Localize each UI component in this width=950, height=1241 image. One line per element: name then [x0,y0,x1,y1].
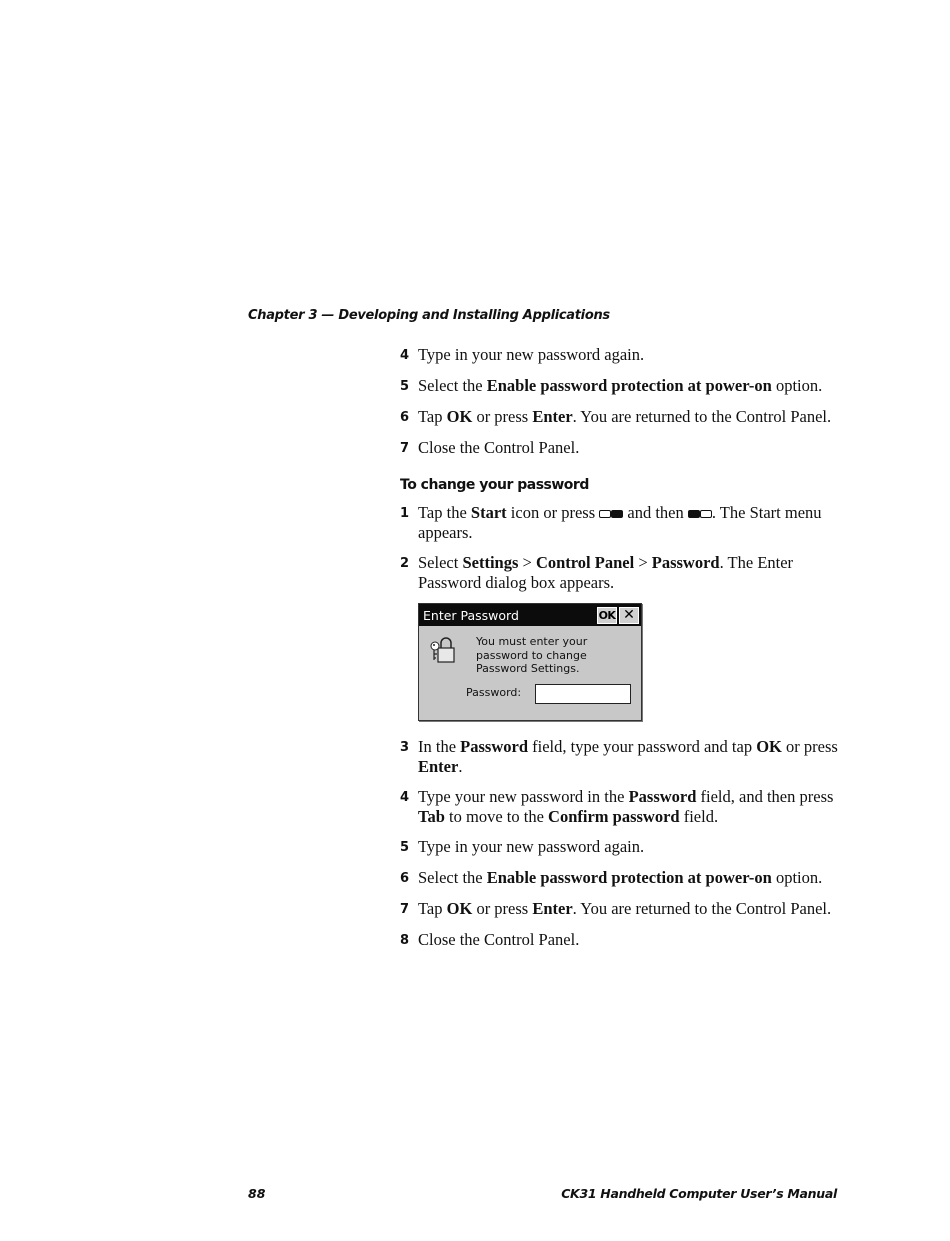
steps-list-c [400,737,840,951]
step-item [400,837,840,858]
step-text: Close the Control Panel. [418,438,580,457]
step-number: 6 [400,410,410,425]
step-item [400,553,840,593]
lock-icon [428,634,460,666]
step-number: 7 [400,902,410,917]
step-item [400,438,840,459]
step-number: 4 [400,790,410,805]
step-text: Select Settings > Control Panel > Password. The Enter Password dialog box appears. [418,553,794,592]
step-text: Tap OK or press Enter. You are returned to the Control Panel. [418,407,832,426]
step-number: 7 [400,441,410,456]
ok-button[interactable]: OK [598,608,616,622]
step-text: Close the Control Panel. [418,930,580,949]
enter-password-dialog [418,603,642,721]
password-label: Password: [466,686,522,699]
step-text: Tap the Start icon or press and then . The Start menu appears. [418,503,822,542]
step-item [400,787,840,827]
manual-title: CK31 Handheld Computer User’s Manual [561,1186,837,1201]
step-number: 2 [400,556,410,571]
step-text: Type your new password in the Password field, and then press Tab to move to the Confirm password field. [418,787,834,826]
step-number: 4 [400,348,410,363]
step-number: 5 [400,840,410,855]
step-text: Select the Enable password protection at power-on option. [418,376,823,395]
page-content [400,345,840,961]
step-text: Type in your new password again. [418,345,645,364]
step-number: 8 [400,933,410,948]
section-heading: To change your password [400,477,589,493]
chapter-header: Chapter 3 — Developing and Installing Applications [248,308,610,323]
dialog-titlebar [419,604,641,626]
step-number: 1 [400,506,410,521]
password-input[interactable] [535,684,631,704]
close-button[interactable]: ✕ [619,607,639,624]
step-number: 5 [400,379,410,394]
dialog-message: You must enter your password to change Password Settings. [476,635,588,675]
step-item [400,376,840,397]
step-item [400,407,840,428]
step-number: 3 [400,740,410,755]
page-number: 88 [248,1186,266,1201]
step-item [400,737,840,777]
step-text: In the Password field, type your password and tap OK or press Enter. [418,737,838,776]
orange-key-icon [599,510,623,518]
step-item [400,345,840,366]
step-number: 6 [400,871,410,886]
dialog-title: Enter Password [423,607,519,623]
step-item [400,899,840,920]
steps-list-a [400,345,840,459]
step-text: Tap OK or press Enter. You are returned to the Control Panel. [418,899,832,918]
start-key-icon [688,510,712,518]
step-text: Type in your new password again. [418,837,645,856]
step-text: Select the Enable password protection at power-on option. [418,868,823,887]
step-item [400,503,840,543]
step-item [400,930,840,951]
step-item [400,868,840,889]
